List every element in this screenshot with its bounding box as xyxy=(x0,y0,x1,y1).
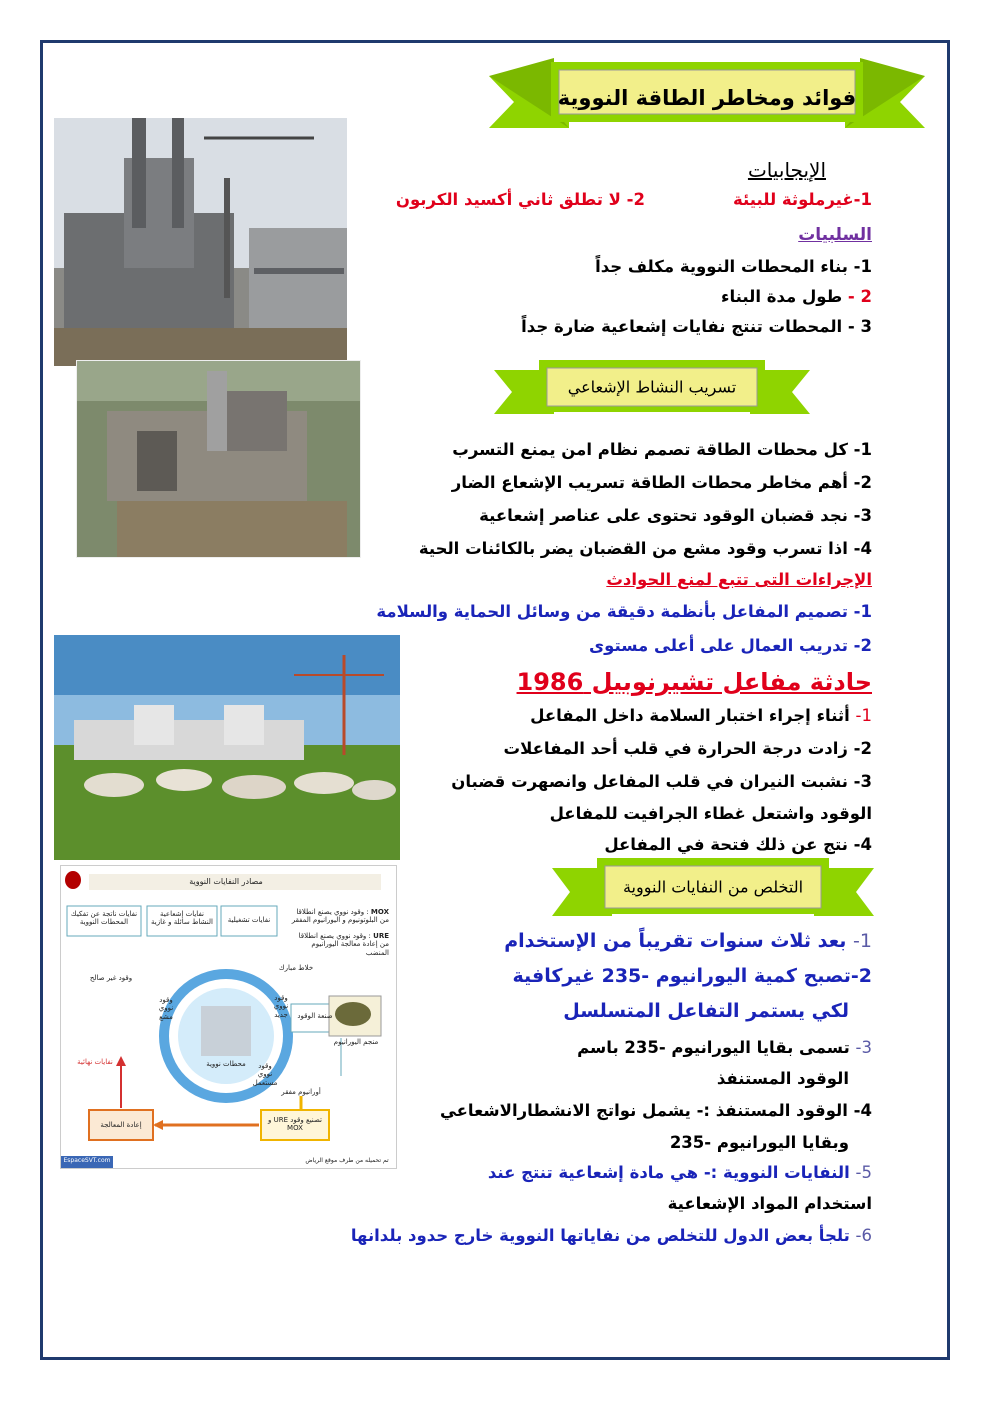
leak-item-1: 1- كل محطات الطاقة تصمم نظام امن يمنع التسرب xyxy=(452,440,872,459)
diagram-solid-waste: وقود غير صالح xyxy=(89,974,133,982)
waste-item-3b: الوقود المستنفذ xyxy=(716,1069,849,1088)
measures-item-2: 2- تدريب العمال على أعلى مستوى xyxy=(589,636,872,655)
diagram-box-thermal: نفايات تشغيلية xyxy=(227,916,271,924)
diagram-fuel-factory: صنعة الوقود xyxy=(297,1012,333,1020)
measures-item-1: 1- تصميم المفاعل بأنظمة دقيقة من وسائل الحماية والسلامة xyxy=(376,602,872,621)
leak-item-2: 2- أهم مخاطر محطات الطاقة تسريب الإشعاع الضار xyxy=(451,473,872,492)
diagram-ore: منجم اليورانيوم xyxy=(333,1038,379,1046)
leak-banner xyxy=(494,358,810,420)
diagram-used-fuel: وقود نووي مشع xyxy=(158,996,174,1021)
leak-title: تسريب النشاط الإشعاعي xyxy=(567,377,737,397)
cons-item-3: 3 - المحطات تنتج نفايات إشعاعية ضارة جداً xyxy=(521,317,872,336)
diagram-box-fission: نفايات ناتجة عن تفكيك المحطات النووية xyxy=(70,910,138,927)
waste-title: التخلص من النفايات النووية xyxy=(622,877,804,897)
waste-item-4a: 4- الوقود المستنفذ :- يشمل نواتج الانشطارالاشعاعي xyxy=(439,1101,872,1120)
cons-item-1: 1- بناء المحطات النووية مكلف جداً xyxy=(595,257,872,276)
diagram-reprocess: إعادة المعالجة xyxy=(100,1121,142,1129)
diagram-footer-credit: تم تحميله من طرف موقع الرياض xyxy=(305,1157,389,1164)
waste-item-4b: وبقايا اليورانيوم -235 xyxy=(669,1133,849,1152)
diagram-footer-site: EspaceSVT.com xyxy=(63,1157,111,1164)
diagram-spent: وقود نووي مستعمل xyxy=(252,1062,278,1087)
reactor-photo-top xyxy=(54,118,347,366)
chernobyl-item-4: 4- نتج عن ذلك فتحة في المفاعل xyxy=(604,835,872,854)
diagram-mox-note: MOX : وقود نووي يصنع انطلاقا من البلوتونيوم و اليورانيوم المفقر xyxy=(291,908,389,925)
diagram-final-waste: نفايات نهائية xyxy=(77,1058,113,1066)
chernobyl-item-1: 1- أثناء إجراء اختبار السلامة داخل المفاعل xyxy=(530,706,872,725)
reactor-photo-damaged xyxy=(76,360,361,558)
measures-heading: الإجراءات التى تتبع لمنع الحوادث xyxy=(606,570,872,589)
power-plant-sheep-photo xyxy=(54,635,400,860)
diagram-new-fuel: وقود نووي جديد xyxy=(273,994,289,1019)
chernobyl-item-2: 2- زادت درجة الحرارة في قلب أحد المفاعلات xyxy=(503,739,872,758)
main-title-banner xyxy=(489,58,925,144)
main-title: فوائد ومخاطر الطاقة النووية xyxy=(557,86,857,110)
cons-heading: السلبيات xyxy=(798,225,872,245)
diagram-box-activity: نفايات إشعاعية النشاط سائلة و غازية xyxy=(151,910,213,927)
nuclear-waste-diagram xyxy=(60,865,397,1169)
waste-banner xyxy=(552,856,874,922)
waste-item-5a: 5- النفايات النووية :- هي مادة إشعاعية تنتج عند xyxy=(487,1163,872,1182)
waste-item-3a: 3- تسمى بقايا اليورانيوم -235 باسم xyxy=(577,1038,872,1057)
cons-item-2: 2 - طول مدة البناء xyxy=(721,287,872,306)
chernobyl-heading: حادثة مفاعل تشيرنوبيل 1986 xyxy=(516,668,872,696)
pros-item-1: 1-غيرملوثة للبيئة xyxy=(733,190,872,209)
waste-item-2a: 2-تصبح كمية اليورانيوم -235 غيركافية xyxy=(512,965,872,987)
diagram-title: مصادر النفايات النووية xyxy=(189,877,263,886)
waste-item-2b: لكي يستمر التفاعل المتسلسل xyxy=(563,1000,849,1022)
pros-heading: الإيجابيات xyxy=(747,158,826,182)
chernobyl-item-3b: الوقود واشتعل غطاء الجرافيت للمفاعل xyxy=(549,804,872,823)
waste-item-5b: استخدام المواد الإشعاعية xyxy=(667,1194,872,1213)
diagram-ure-note: URE : وقود نووي يصنع انطلاقا من إعادة معالجة اليورانيوم المنضب xyxy=(298,932,389,957)
waste-item-6: 6- تلجأ بعض الدول للتخلص من نفاياتها النووية خارج حدود بلدانها xyxy=(350,1226,872,1245)
leak-item-4: 4- اذا تسرب وقود مشع من القضبان يضر بالكائنات الحية xyxy=(418,539,872,558)
diagram-natural-uranium: خلاط مبارك xyxy=(278,964,314,972)
pros-item-2: 2- لا تطلق ثاني أكسيد الكربون xyxy=(395,190,645,209)
leak-item-3: 3- نجد قضبان الوقود تحتوى على عناصر إشعاعية xyxy=(479,506,872,525)
diagram-mox-ure-box: تصنيع وقود URE و MOX xyxy=(268,1116,322,1133)
waste-item-1: 1- بعد ثلاث سنوات تقريباً من الإستخدام xyxy=(504,930,872,952)
diagram-depleted: أورانيوم مفقر xyxy=(281,1088,321,1096)
chernobyl-item-3a: 3- نشبت النيران في قلب المفاعل وانصهرت قضبان xyxy=(451,772,872,791)
diagram-center: محطات نووية xyxy=(206,1060,246,1068)
